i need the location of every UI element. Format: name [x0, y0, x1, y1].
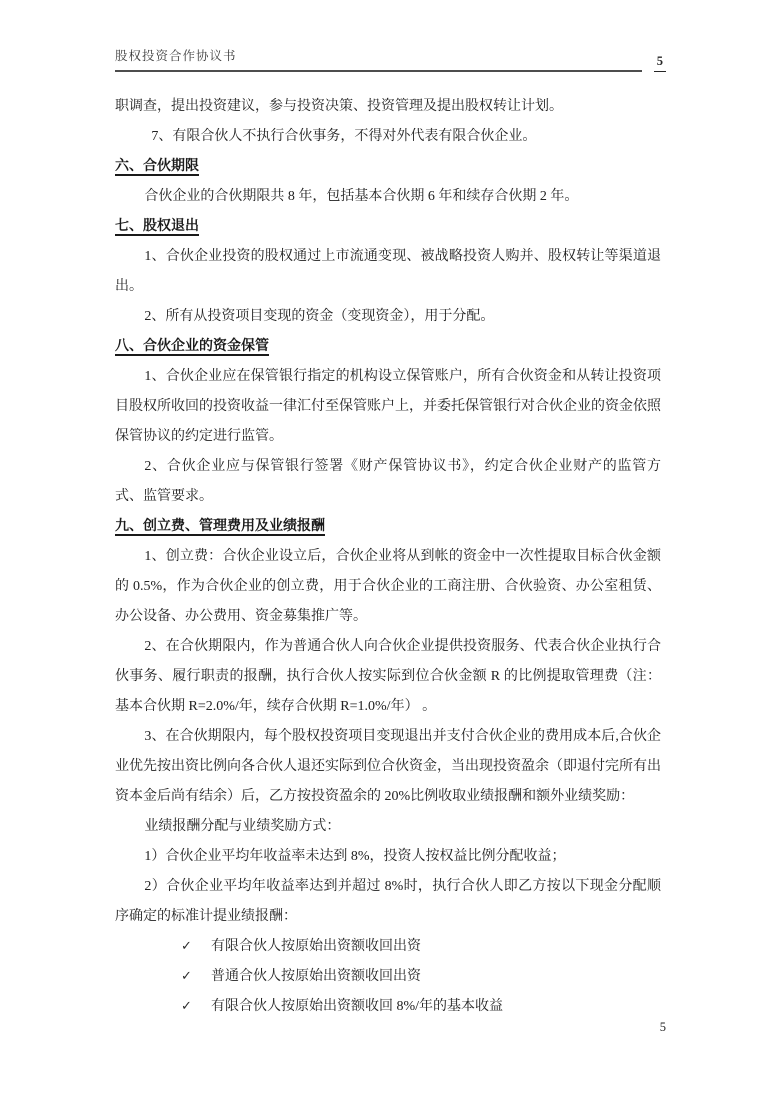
document-body — [115, 92, 661, 1022]
section-heading-9 — [115, 512, 661, 542]
list-item-text: 普通合伙人按原始出资额收回出资 — [211, 969, 421, 984]
list-item — [115, 992, 661, 1022]
check-icon: ✓ — [181, 939, 192, 954]
paragraph: 2）合伙企业平均年收益率达到并超过 8%时，执行合伙人即乙方按以下现金分配顺序确定的标准计提业绩报酬： — [115, 879, 661, 924]
check-icon: ✓ — [181, 999, 192, 1014]
paragraph: 7、有限合伙人不执行合伙事务，不得对外代表有限合伙企业。 — [151, 129, 537, 144]
paragraph: 3、在合伙期限内，每个股权投资项目变现退出并支付合伙企业的费用成本后,合伙企业优先按出资比例向各合伙人退还实际到位合伙资金，当出现投资盈余（即退付完所有出资本金后尚有结余）后，乙方按投资盈余的 20%比例收取业绩报酬和额外业绩奖励： — [115, 729, 661, 804]
page-header — [115, 46, 666, 72]
paragraph: 1）合伙企业平均年收益率未达到 8%，投资人按权益比例分配收益； — [144, 849, 566, 864]
paragraph: 1、合伙企业应在保管银行指定的机构设立保管账户，所有合伙资金和从转让投资项目股权所收回的投资收益一律汇付至保管账户上，并委托保管银行对合伙企业的资金依照保管协议的约定进行监管。 — [115, 369, 661, 444]
list-item — [115, 932, 661, 962]
section-heading-label: 七、股权退出 — [115, 219, 199, 234]
list-item-text: 有限合伙人按原始出资额收回 8%/年的基本收益 — [211, 999, 504, 1014]
paragraph: 2、合伙企业应与保管银行签署《财产保管协议书》，约定合伙企业财产的监管方式、监管要求。 — [115, 459, 661, 504]
paragraph: 1、合伙企业投资的股权通过上市流通变现、被战略投资人购并、股权转让等渠道退出。 — [115, 249, 661, 294]
list-item — [115, 962, 661, 992]
paragraph: 职调查，提出投资建议，参与投资决策、投资管理及提出股权转让计划。 — [115, 99, 563, 114]
paragraph: 1、创立费：合伙企业设立后，合伙企业将从到帐的资金中一次性提取目标合伙金额的 0.5%，作为合伙企业的创立费，用于合伙企业的工商注册、合伙验资、办公室租赁、办公设备、办公费用、资金募集推广等。 — [115, 549, 661, 624]
paragraph: 2、所有从投资项目变现的资金（变现资金），用于分配。 — [144, 309, 495, 324]
header-title: 股权投资合作协议书 — [115, 46, 642, 72]
page-footer — [660, 1020, 666, 1035]
section-heading-6 — [115, 152, 661, 182]
section-heading-8 — [115, 332, 661, 362]
section-heading-7 — [115, 212, 661, 242]
paragraph: 业绩报酬分配与业绩奖励方式： — [144, 819, 341, 834]
section-heading-label: 六、合伙期限 — [115, 159, 199, 174]
list-item-text: 有限合伙人按原始出资额收回出资 — [211, 939, 421, 954]
section-heading-label: 九、创立费、管理费用及业绩报酬 — [115, 519, 325, 534]
paragraph: 2、在合伙期限内，作为普通合伙人向合伙企业提供投资服务、代表合伙企业执行合伙事务、履行职责的报酬，执行合伙人按实际到位合伙金额 R 的比例提取管理费（注：基本合伙期 R=2.0%/年，续存合伙期 R=1.0%/年） 。 — [115, 639, 661, 714]
paragraph: 合伙企业的合伙期限共 8 年，包括基本合伙期 6 年和续存合伙期 2 年。 — [144, 189, 579, 204]
header-page-number: 5 — [654, 54, 666, 72]
section-heading-label: 八、合伙企业的资金保管 — [115, 339, 269, 354]
footer-page-number: 5 — [659, 1020, 666, 1034]
check-icon: ✓ — [181, 969, 192, 984]
